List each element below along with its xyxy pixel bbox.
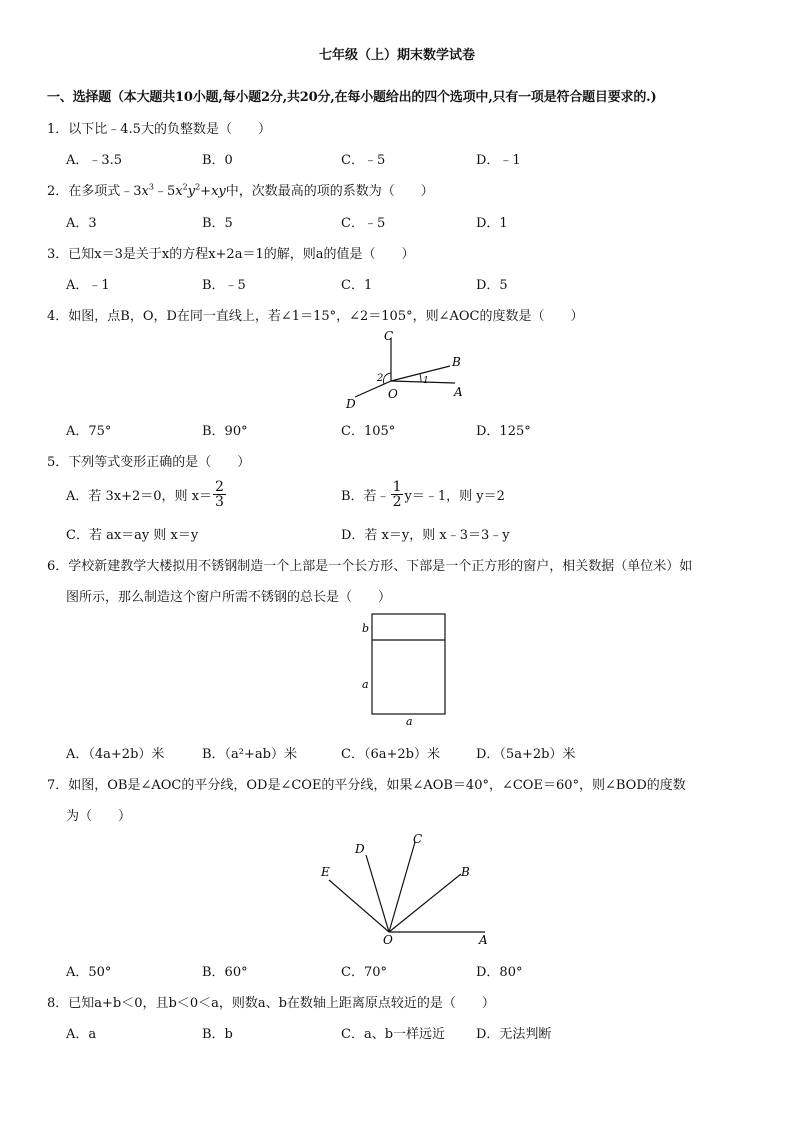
q2-option-b[interactable]: B．5 — [202, 216, 233, 231]
q5-option-a[interactable]: A．若 3x+2＝0，则 x＝ $\frac{2}{3}$ — [66, 479, 224, 510]
q7-option-c[interactable]: C．70° — [341, 965, 387, 980]
label-o: O — [383, 933, 393, 946]
q6-option-a[interactable]: A．（4a+2b）米 — [66, 747, 165, 762]
label-a: A — [479, 933, 488, 946]
ray-oc — [389, 842, 415, 932]
section-heading: 一、选择题（本大题共10小题,每小题2分,共20分,在每小题给出的四个选项中,只有一项是符合题目要求的.) — [47, 90, 657, 105]
q1-option-b[interactable]: B．0 — [202, 153, 233, 168]
question-6-stem-line1: 6．学校新建教学大楼拟用不锈钢制造一个上部是一个长方形、下部是一个正方形的窗户，相关数据（单位米）如 — [47, 559, 693, 574]
angle-1-arc — [420, 374, 421, 382]
q7-angle-figure — [315, 828, 495, 946]
label-o: O — [388, 387, 398, 401]
q8-option-a[interactable]: A．a — [66, 1027, 97, 1042]
question-4-stem: 4．如图，点B，O，D在同一直线上，若∠1＝15°，∠2＝105°，则∠AOC的度数是（ ） — [47, 309, 584, 324]
ray-ob — [389, 874, 461, 932]
label-d: D — [355, 842, 365, 856]
q8-option-b[interactable]: B．b — [202, 1027, 233, 1042]
question-2-stem: 2．在多项式$﹣3x^3﹣5x^2y^2+xy$中，次数最高的项的系数为（ ） — [47, 182, 434, 199]
q2-option-a[interactable]: A．3 — [66, 216, 97, 231]
question-7-stem-line2: 为（ ） — [66, 809, 132, 824]
q6-option-b[interactable]: B．（a²+ab）米 — [202, 747, 297, 762]
window-outline — [372, 614, 445, 714]
question-3-stem: 3．已知x＝3是关于x的方程x+2a＝1的解，则a的值是（ ） — [47, 247, 415, 262]
label-a-bottom: a — [406, 715, 413, 728]
q7-option-a[interactable]: A．50° — [66, 965, 112, 980]
q8-option-c[interactable]: C．a、b一样远近 — [341, 1027, 446, 1042]
question-6-stem-line2: 图所示，那么制造这个窗户所需不锈钢的总长是（ ） — [66, 590, 392, 605]
q2-option-c[interactable]: C．﹣5 — [341, 216, 386, 231]
q2-option-d[interactable]: D．1 — [476, 216, 508, 231]
q3-option-b[interactable]: B．﹣5 — [202, 278, 246, 293]
q6-window-figure — [355, 608, 455, 728]
q7-option-d[interactable]: D．80° — [476, 965, 523, 980]
label-e: E — [321, 865, 330, 879]
q3-option-a[interactable]: A．﹣1 — [66, 278, 110, 293]
q5-option-d[interactable]: D．若 x＝y，则 x﹣3＝3﹣y — [341, 528, 510, 543]
label-c: C — [413, 832, 423, 846]
label-d: D — [346, 397, 356, 411]
label-b: B — [452, 355, 461, 369]
ray-od — [366, 855, 389, 932]
q3-option-d[interactable]: D．5 — [476, 278, 508, 293]
label-a: A — [454, 385, 463, 399]
label-c: C — [384, 329, 394, 343]
q5-option-c[interactable]: C．若 ax＝ay 则 x＝y — [66, 528, 199, 543]
q4-option-a[interactable]: A．75° — [66, 424, 112, 439]
question-8-stem: 8．已知a+b＜0，且b＜0＜a，则数a、b在数轴上距离原点较近的是（ ） — [47, 996, 495, 1011]
question-5-stem: 5．下列等式变形正确的是（ ） — [47, 455, 251, 470]
q5-option-b[interactable]: B．若﹣ $\frac{1}{2}$ y＝﹣1，则 y＝2 — [341, 479, 505, 510]
q1-option-d[interactable]: D．﹣1 — [476, 153, 521, 168]
q4-option-b[interactable]: B．90° — [202, 424, 248, 439]
ray-oe — [329, 880, 389, 932]
ray-od — [355, 381, 391, 397]
q7-option-b[interactable]: B．60° — [202, 965, 248, 980]
label-a-side: a — [362, 678, 369, 691]
q8-option-d[interactable]: D．无法判断 — [476, 1027, 552, 1042]
q4-option-c[interactable]: C．105° — [341, 424, 396, 439]
label-angle-1: 1 — [423, 376, 429, 386]
page-title: 七年级（上）期末数学试卷 — [318, 48, 475, 63]
question-1-stem: 1．以下比﹣4.5大的负整数是（ ） — [47, 122, 271, 137]
q3-option-c[interactable]: C．1 — [341, 278, 373, 293]
q6-option-d[interactable]: D．（5a+2b）米 — [476, 747, 576, 762]
q4-option-d[interactable]: D．125° — [476, 424, 531, 439]
question-7-stem-line1: 7．如图，OB是∠AOC的平分线，OD是∠COE的平分线，如果∠AOB＝40°，∠COE＝60°，则∠BOD的度数 — [47, 778, 686, 793]
label-b: b — [362, 622, 370, 635]
label-b: B — [461, 865, 470, 879]
q6-option-c[interactable]: C．（6a+2b）米 — [341, 747, 440, 762]
q4-angle-figure — [340, 326, 480, 414]
label-angle-2: 2 — [377, 373, 384, 384]
q1-option-a[interactable]: A．﹣3.5 — [66, 153, 123, 168]
q1-option-c[interactable]: C．﹣5 — [341, 153, 386, 168]
